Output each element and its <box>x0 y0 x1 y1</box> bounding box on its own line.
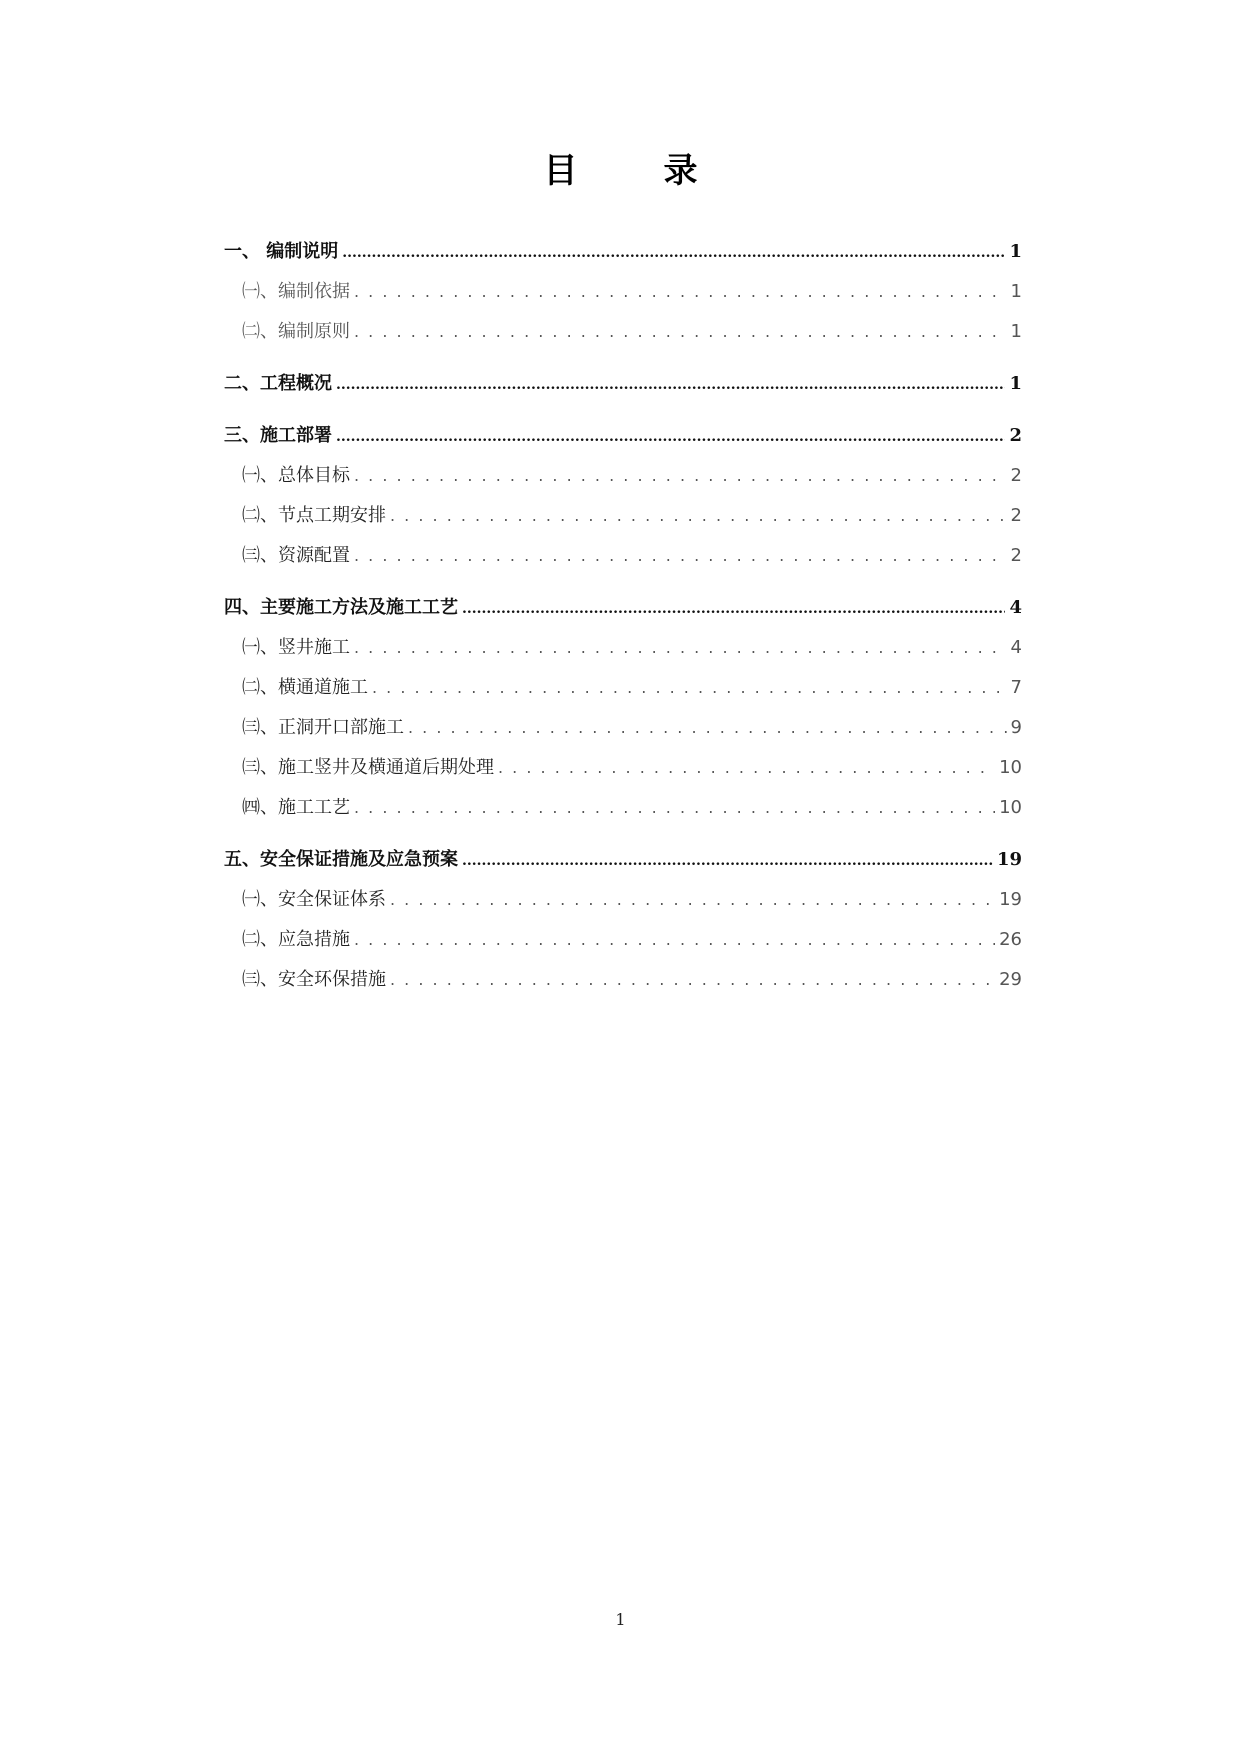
title-char-2: 录 <box>663 151 698 191</box>
toc-entry-page: 1 <box>1010 281 1022 302</box>
toc-section-entry[interactable] <box>224 536 1022 576</box>
toc-chapter-entry[interactable] <box>224 840 1022 880</box>
toc-entry-label: 三、施工部署 <box>224 425 332 446</box>
toc-entry-page: 4 <box>1009 597 1022 618</box>
toc-section-entry[interactable] <box>224 748 1022 788</box>
toc-section-entry[interactable] <box>224 628 1022 668</box>
toc-entry-page: 26 <box>999 929 1022 950</box>
toc-chapter-entry[interactable] <box>224 364 1022 404</box>
toc-chapter-entry[interactable] <box>224 588 1022 628</box>
toc-entry-label: ㈡、编制原则 <box>242 321 350 342</box>
page-number: 1 <box>615 1610 626 1629</box>
toc-dot-leader <box>462 588 1005 628</box>
toc-entry-label: 四、主要施工方法及施工工艺 <box>224 597 458 618</box>
toc-dot-leader <box>354 312 1007 352</box>
title-char-1: 目 <box>543 151 578 191</box>
toc-entry-label: ㈡、应急措施 <box>242 929 350 950</box>
toc-entry-label: ㈡、节点工期安排 <box>242 505 386 526</box>
toc-dot-leader <box>354 788 995 828</box>
toc-entry-page: 1 <box>1010 321 1022 342</box>
toc-chapter-entry[interactable] <box>224 416 1022 456</box>
toc-entry-label: 二、工程概况 <box>224 373 332 394</box>
toc-entry-page: 19 <box>999 889 1022 910</box>
toc-entry-label: ㈢、资源配置 <box>242 545 350 566</box>
toc-entry-label: ㈢、安全环保措施 <box>242 969 386 990</box>
page-title <box>0 143 1241 192</box>
toc-dot-leader <box>354 456 1007 496</box>
toc-entry-page: 10 <box>999 757 1022 778</box>
toc-entry-page: 1 <box>1009 241 1022 262</box>
toc-dot-leader <box>408 708 1007 748</box>
toc-dot-leader <box>354 536 1007 576</box>
toc-dot-leader <box>336 416 1005 456</box>
toc-entry-page: 2 <box>1010 545 1022 566</box>
toc-dot-leader <box>462 840 993 880</box>
table-of-contents <box>224 232 1022 1000</box>
toc-entry-page: 9 <box>1010 717 1022 738</box>
toc-dot-leader <box>390 880 995 920</box>
toc-dot-leader <box>390 496 1007 536</box>
toc-section-entry[interactable] <box>224 708 1022 748</box>
toc-section-entry[interactable] <box>224 880 1022 920</box>
toc-dot-leader <box>354 920 995 960</box>
toc-entry-page: 7 <box>1010 677 1022 698</box>
toc-dot-leader <box>372 668 1007 708</box>
toc-dot-leader <box>336 364 1005 404</box>
toc-section-entry[interactable] <box>224 272 1022 312</box>
toc-entry-page: 4 <box>1010 637 1022 658</box>
toc-entry-label: ㈠、总体目标 <box>242 465 350 486</box>
toc-section-entry[interactable] <box>224 920 1022 960</box>
toc-entry-label: ㈠、编制依据 <box>242 281 350 302</box>
toc-entry-page: 1 <box>1009 373 1022 394</box>
toc-entry-label: ㈠、竖井施工 <box>242 637 350 658</box>
toc-section-entry[interactable] <box>224 496 1022 536</box>
toc-section-entry[interactable] <box>224 960 1022 1000</box>
toc-entry-label: 一、 编制说明 <box>224 241 339 262</box>
toc-entry-page: 29 <box>999 969 1022 990</box>
toc-section-entry[interactable] <box>224 668 1022 708</box>
toc-section-entry[interactable] <box>224 456 1022 496</box>
toc-entry-label: ㈠、安全保证体系 <box>242 889 386 910</box>
toc-dot-leader <box>354 628 1007 668</box>
toc-entry-label: ㈣、施工工艺 <box>242 797 350 818</box>
toc-entry-page: 19 <box>996 849 1022 870</box>
toc-entry-label: ㈢、正洞开口部施工 <box>242 717 404 738</box>
toc-section-entry[interactable] <box>224 788 1022 828</box>
toc-entry-label: ㈡、横通道施工 <box>242 677 368 698</box>
toc-entry-label: 五、安全保证措施及应急预案 <box>224 849 458 870</box>
toc-dot-leader <box>498 748 995 788</box>
toc-dot-leader <box>390 960 995 1000</box>
toc-section-entry[interactable] <box>224 312 1022 352</box>
toc-entry-page: 2 <box>1010 505 1022 526</box>
toc-entry-page: 10 <box>999 797 1022 818</box>
toc-chapter-entry[interactable] <box>224 232 1022 272</box>
toc-entry-page: 2 <box>1009 425 1022 446</box>
toc-dot-leader <box>354 272 1007 312</box>
toc-entry-page: 2 <box>1010 465 1022 486</box>
toc-entry-label: ㈢、施工竖井及横通道后期处理 <box>242 757 494 778</box>
toc-dot-leader <box>342 232 1005 272</box>
